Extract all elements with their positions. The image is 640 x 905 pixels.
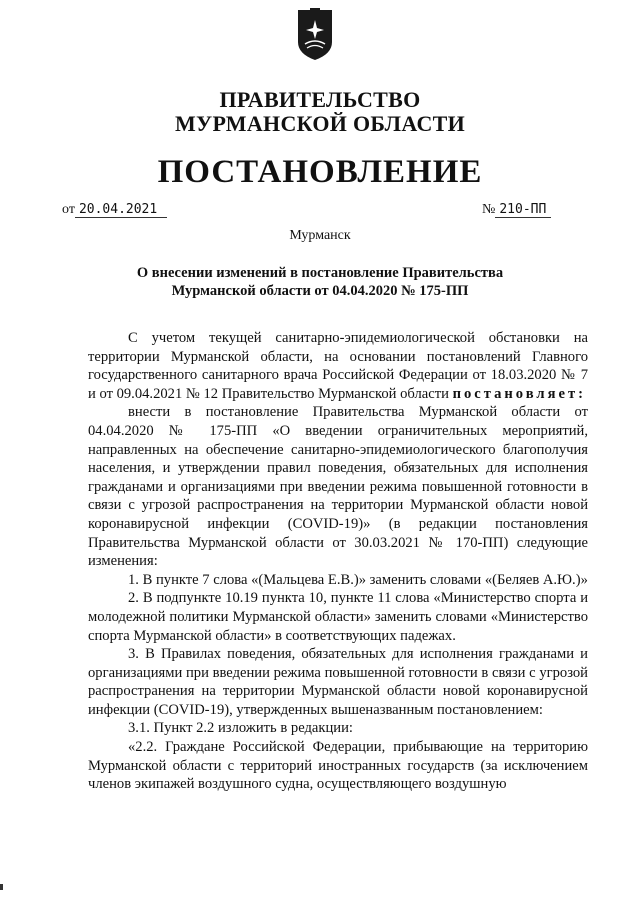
government-name-line2: МУРМАНСКОЙ ОБЛАСТИ	[174, 111, 466, 136]
date-value: 20.04.2021	[75, 202, 167, 218]
subject-line1: О внесении изменений в постановление Правительства	[136, 265, 504, 281]
item-2: 2. В подпункте 10.19 пункта 10, пункте 11 слова «Министерство спорта и молодежной политики Мурманской области» заменить словами «Министерство спорта Мурманской области» в соответствующих падежах.	[88, 590, 588, 644]
document-subject	[120, 264, 520, 300]
resolves-word: постановляет:	[452, 385, 587, 402]
city-name: Мурманск	[289, 228, 351, 243]
item-3-1: 3.1. Пункт 2.2 изложить в редакции:	[128, 720, 353, 737]
intro-text: С учетом текущей санитарно-эпидемиологической обстановки на территории Мурманской области, на основании постановлений Главного государственного санитарного врача Российской Федерации от 18.03.2020 № 7 и от 09.04.2021 № 12 Правительство Мурманской области	[88, 330, 588, 402]
number-prefix: №	[482, 202, 496, 217]
document-date	[62, 202, 167, 218]
document-number	[482, 202, 551, 218]
item-3: 3. В Правилах поведения, обязательных для исполнения гражданами и организациями при введении режима повышенной готовности в связи с угрозой распространения на территории Мурманской области новой коронавирусной инфекции (COVID-19), утвержденных вышеназванным постановлением:	[88, 646, 588, 718]
coat-of-arms-emblem	[290, 8, 340, 62]
item-1: 1. В пункте 7 слова «(Мальцева Е.В.)» заменить словами «(Беляев А.Ю.)»	[128, 571, 588, 588]
government-name-line1: ПРАВИТЕЛЬСТВО	[219, 87, 421, 112]
number-value: 210-ПП	[495, 202, 551, 218]
document-type-title: ПОСТАНОВЛЕНИЕ	[157, 154, 483, 190]
main-paragraph: внести в постановление Правительства Мурманской области от 04.04.2020 № 175-ПП «О введении ограничительных мероприятий, направленных на обеспечение санитарно-эпидемиологического благополучия населения, и утверждении правил поведения, обязательных для исполнения гражданами и организациями при введении режима повышенной готовности в связи с угрозой распространения на территории Мурманской области новой коронавирусной инфекции (COVID-19)» (в редакции постановления Правительства Мурманской области от 30.03.2021 № 170-ПП) следующие изменения:	[88, 404, 588, 570]
scan-edge-mark	[0, 884, 3, 890]
intro-paragraph	[88, 329, 588, 403]
subject-line2: Мурманской области от 04.04.2020 № 175-ПП	[171, 283, 469, 299]
document-body	[88, 329, 588, 794]
date-prefix: от	[62, 202, 75, 217]
item-3-1-text: «2.2. Граждане Российской Федерации, прибывающие на территорию Мурманской области с территорий иностранных государств (за исключением членов экипажей воздушного судна, осуществляющего воздушную	[88, 739, 588, 793]
